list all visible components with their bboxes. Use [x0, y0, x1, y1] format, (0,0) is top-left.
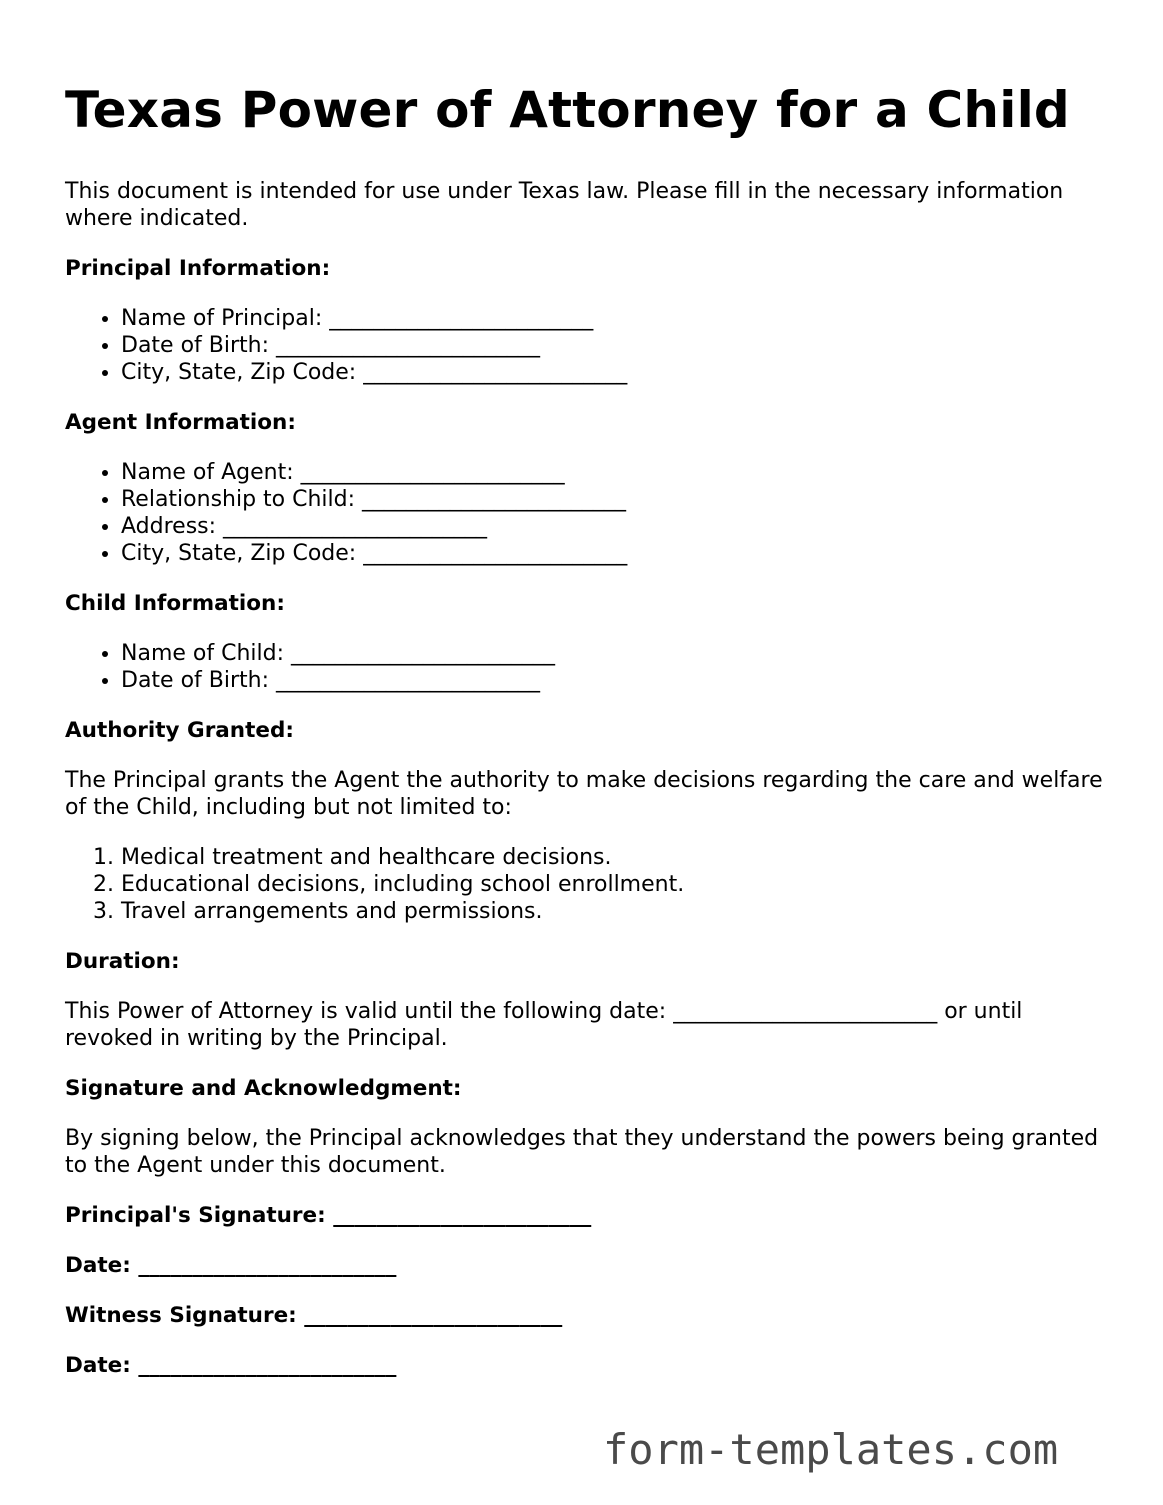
document-title: Texas Power of Attorney for a Child	[65, 81, 1070, 139]
authority-paragraph: The Principal grants the Agent the authority to make decisions regarding the care and welfare of the Child, including but not limited to:	[65, 768, 1103, 820]
agent-address-field[interactable]: • Address: ________________________	[121, 513, 1115, 540]
principal-name-field[interactable]: • Name of Principal: ________________________	[121, 305, 1115, 332]
duration-heading: Duration:	[65, 949, 180, 974]
principal-heading: Principal Information:	[65, 256, 331, 281]
principal-field-list	[65, 305, 1115, 386]
principal-date-line[interactable]: Date: ________________________	[65, 1253, 397, 1278]
authority-heading: Authority Granted:	[65, 718, 294, 743]
signature-paragraph: By signing below, the Principal acknowledges that they understand the powers being granted to the Agent under this document.	[65, 1126, 1099, 1178]
agent-city-field[interactable]: • City, State, Zip Code: ________________________	[121, 540, 1115, 567]
agent-field-list	[65, 459, 1115, 567]
child-name-field[interactable]: • Name of Child: ________________________	[121, 640, 1115, 667]
child-dob-field[interactable]: • Date of Birth: ________________________	[121, 667, 1115, 694]
principal-dob-field[interactable]: • Date of Birth: ________________________	[121, 332, 1115, 359]
principal-signature-line[interactable]: Principal's Signature: ________________________	[65, 1203, 592, 1228]
watermark: form-templates.com	[603, 1425, 1059, 1474]
authority-item: 1. Medical treatment and healthcare decisions.	[121, 844, 1115, 871]
intro-paragraph: This document is intended for use under Texas law. Please fill in the necessary information where indicated.	[65, 179, 1064, 231]
agent-heading: Agent Information:	[65, 410, 296, 435]
authority-item: 3. Travel arrangements and permissions.	[121, 898, 1115, 925]
agent-name-field[interactable]: • Name of Agent: ________________________	[121, 459, 1115, 486]
principal-city-field[interactable]: • City, State, Zip Code: ________________________	[121, 359, 1115, 386]
witness-signature-line[interactable]: Witness Signature: ________________________	[65, 1303, 563, 1328]
duration-paragraph: This Power of Attorney is valid until the following date: ________________________ or until revoked in writing by the Principal.	[65, 999, 1023, 1051]
child-heading: Child Information:	[65, 591, 285, 616]
authority-item: 2. Educational decisions, including school enrollment.	[121, 871, 1115, 898]
agent-relationship-field[interactable]: • Relationship to Child: ________________________	[121, 486, 1115, 513]
duration-date-field[interactable]: ________________________	[673, 999, 938, 1024]
witness-date-line[interactable]: Date: ________________________	[65, 1353, 397, 1378]
document-page	[65, 80, 1115, 1379]
child-field-list	[65, 640, 1115, 694]
signature-heading: Signature and Acknowledgment:	[65, 1076, 462, 1101]
authority-list	[65, 844, 1115, 925]
